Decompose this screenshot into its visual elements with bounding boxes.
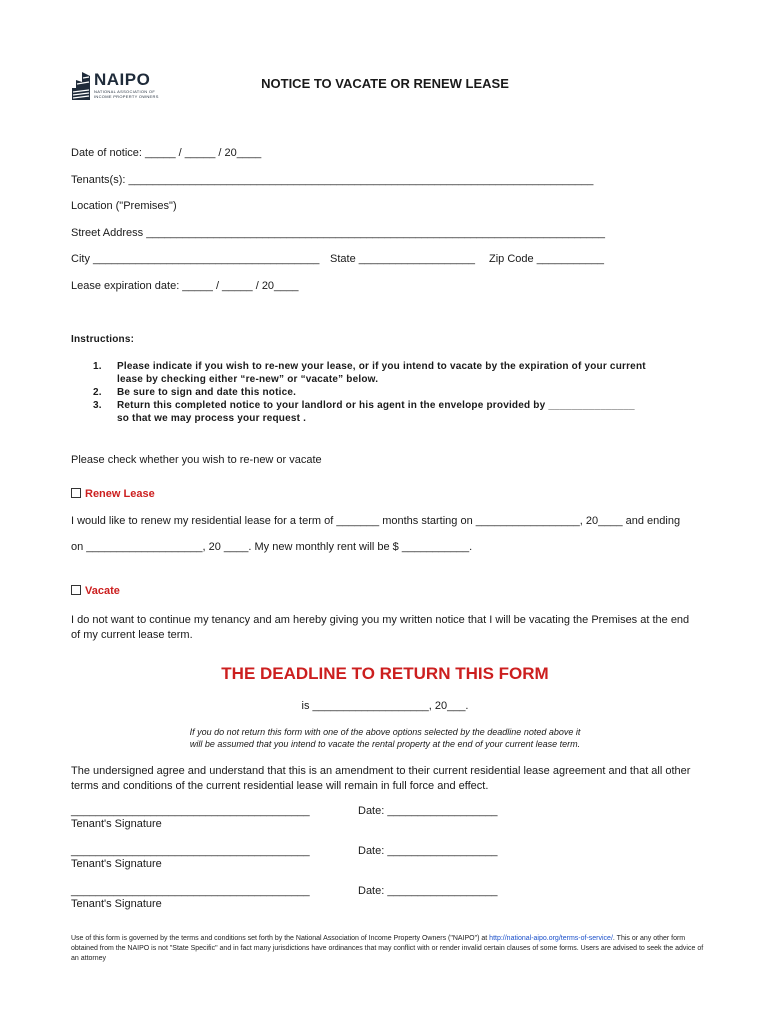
vacate-checkbox[interactable] <box>71 585 81 595</box>
renew-rent-line[interactable]: on ___________________, 20 ____. My new monthly rent will be $ ___________. <box>71 541 473 553</box>
renew-option[interactable] <box>71 488 155 500</box>
signature-date-field[interactable]: Date: __________________ <box>358 845 498 857</box>
signature-label: Tenant's Signature <box>71 818 162 830</box>
instruction-item: 1. Please indicate if you wish to re-new your lease, or if you intend to vacate by the expiration of your current lease by checking either “re-new” or “vacate” below. <box>93 361 646 385</box>
logo-wordmark: NAIPO <box>94 70 151 89</box>
instruction-item: 3. Return this completed notice to your landlord or his agent in the envelope provided by _______________ so that we may process your request . <box>93 400 635 424</box>
legal-footer: Use of this form is governed by the terms and conditions set forth by the National Association of Income Property Owners ("NAIPO") at http://national-aipo.org/terms-of-service/. This or any other form obtained from the NAIPO is not "State Specific" and in fact many jurisdictions have ordinances that may conflict with or render invalid certain clauses of some forms. Users are advised to seek the advice of an attorney <box>71 935 704 962</box>
vacate-text: I do not want to continue my tenancy and am hereby giving you my written notice that I will be vacating the Premises at the end of my current lease term. <box>71 614 690 641</box>
signature-label: Tenant's Signature <box>71 858 162 870</box>
check-prompt: Please check whether you wish to re-new or vacate <box>71 454 322 466</box>
instructions-heading: Instructions: <box>71 334 135 345</box>
deadline-date-field[interactable]: is ___________________, 20___. <box>301 700 469 712</box>
tenants-field[interactable]: Tenants(s): ____________________________________________________________________________ <box>71 174 594 186</box>
instruction-item: 2. Be sure to sign and date this notice. <box>93 387 297 398</box>
signature-line[interactable]: _______________________________________ <box>71 845 310 857</box>
location-label: Location ("Premises") <box>71 200 177 212</box>
renew-checkbox[interactable] <box>71 488 81 498</box>
zip-code-field[interactable]: Zip Code ___________ <box>489 253 604 265</box>
terms-link[interactable]: http://national-aipo.org/terms-of-service/ <box>489 935 613 942</box>
signature-line[interactable]: _______________________________________ <box>71 805 310 817</box>
city-field[interactable]: City _____________________________________ <box>71 253 320 265</box>
signature-date-field[interactable]: Date: __________________ <box>358 805 498 817</box>
vacate-option[interactable] <box>71 585 120 597</box>
signature-label: Tenant's Signature <box>71 898 162 910</box>
logo-subtitle: NATIONAL ASSOCIATION OF INCOME PROPERTY OWNERS <box>94 89 159 99</box>
signature-line[interactable]: _______________________________________ <box>71 885 310 897</box>
renew-terms-line[interactable]: I would like to renew my residential lease for a term of _______ months starting on _________________, 20____ and ending <box>71 515 681 527</box>
deadline-heading: THE DEADLINE TO RETURN THIS FORM <box>221 664 549 683</box>
form-title: NOTICE TO VACATE OR RENEW LEASE <box>261 76 509 91</box>
signature-date-field[interactable]: Date: __________________ <box>358 885 498 897</box>
lease-expiration-field[interactable]: Lease expiration date: _____ / _____ / 20____ <box>71 280 299 292</box>
deadline-note-line1: If you do not return this form with one of the above options selected by the deadline noted above it <box>189 727 581 737</box>
vacate-label: Vacate <box>85 585 120 597</box>
date-of-notice-field[interactable]: Date of notice: _____ / _____ / 20____ <box>71 147 262 159</box>
agreement-text: The undersigned agree and understand that this is an amendment to their current residential lease agreement and that all other terms and conditions of the current residential lease will remain in full force and effect. <box>71 765 691 792</box>
street-address-field[interactable]: Street Address ___________________________________________________________________________ <box>71 227 606 239</box>
deadline-note-line2: will be assumed that you intend to vacate the rental property at the end of your current lease term. <box>189 739 581 749</box>
state-field[interactable]: State ___________________ <box>330 253 475 265</box>
renew-label: Renew Lease <box>85 488 155 500</box>
instructions-list <box>71 360 701 425</box>
